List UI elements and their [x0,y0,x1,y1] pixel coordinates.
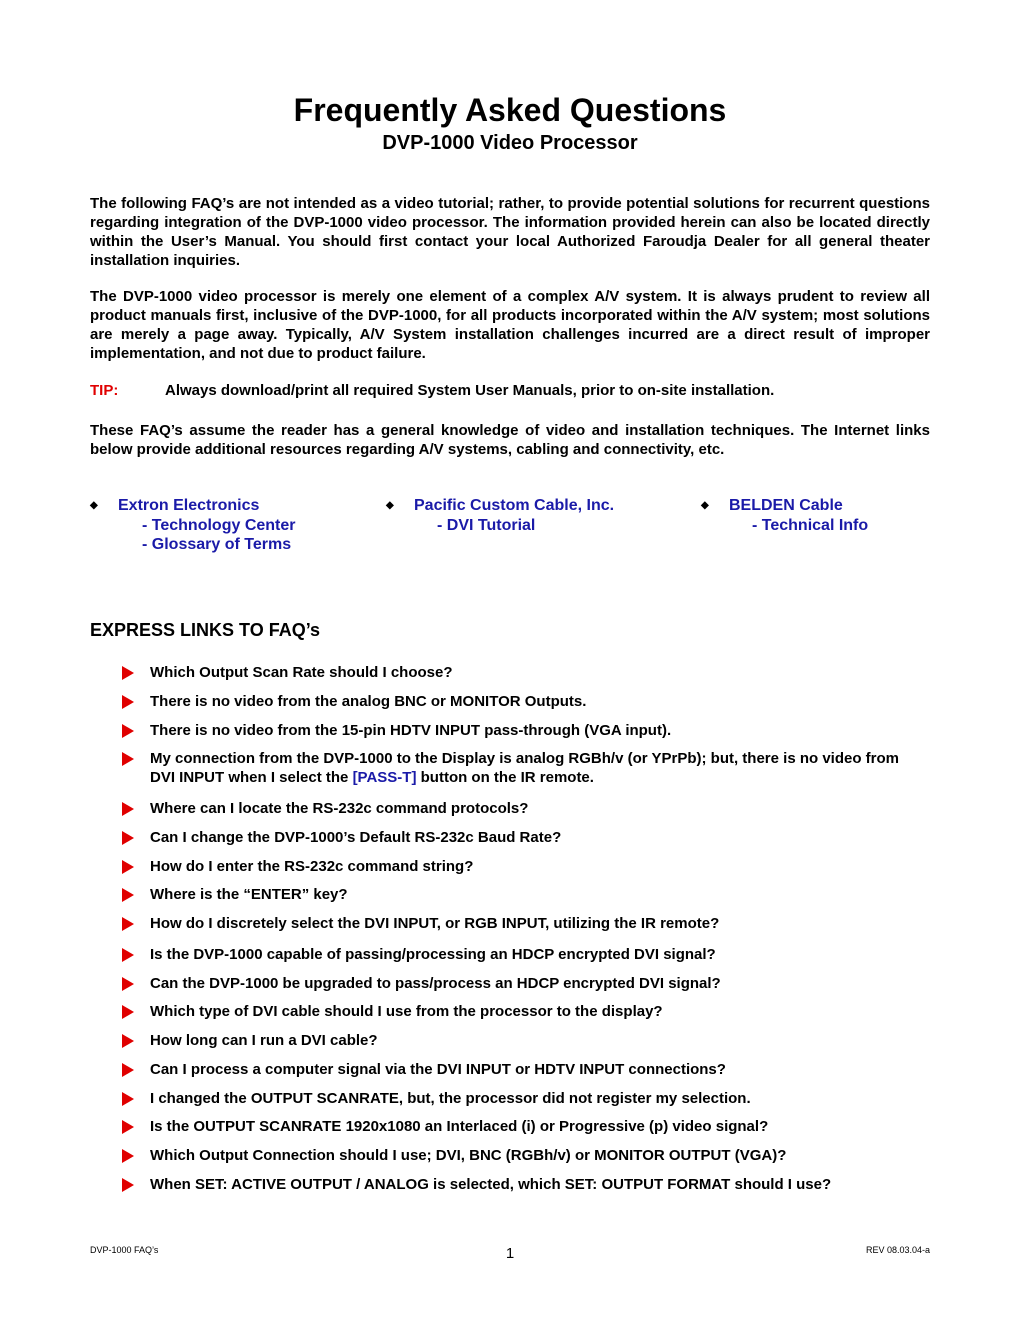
page-title: Frequently Asked Questions [293,92,727,128]
diamond-bullet-icon: ◆ [701,500,709,511]
arrow-right-icon [122,752,134,766]
arrow-right-icon [122,860,134,874]
arrow-right-icon [122,948,134,962]
footer-document-name: DVP-1000 FAQ’s [90,1245,159,1255]
faq-text[interactable]: When SET: ACTIVE OUTPUT / ANALOG is selected, which SET: OUTPUT FORMAT should I use? [150,1176,832,1193]
arrow-right-icon [122,1092,134,1106]
tip-text: Always download/print all required System User Manuals, prior to on-site installation. [165,382,775,399]
faq-text-suffix: button on the IR remote. [420,769,594,786]
arrow-right-icon [122,977,134,991]
arrow-right-icon [122,1149,134,1163]
arrow-right-icon [122,666,134,680]
faq-text[interactable]: There is no video from the analog BNC or MONITOR Outputs. [150,693,587,710]
faq-text-main: My connection from the DVP-1000 to the Display is analog RGBh/v (or YPrPb); but, there is no video from DVI INPUT when I select the [150,750,900,786]
footer-revision: REV 08.03.04-a [865,1245,930,1255]
arrow-right-icon [122,831,134,845]
footer-page-number: 1 [505,1245,515,1262]
arrow-right-icon [122,1005,134,1019]
faq-text[interactable]: Where is the “ENTER” key? [150,886,348,903]
diamond-bullet-icon: ◆ [90,500,98,511]
intro-paragraph-2: The DVP-1000 video processor is merely one element of a complex A/V system. It is always prudent to review all product manuals first, inclusive of the DVP-1000, for all products incorporated within the A/V system; most solutions are merely a page away. Typically, A/V System installation challenges incurred are a direct result of improper implementation, and not due to product failure. [90,288,930,362]
link-glossary-of-terms[interactable]: - Glossary of Terms [142,536,292,553]
tip-label: TIP: [90,382,119,399]
faq-text[interactable]: Can I change the DVP-1000’s Default RS-232c Baud Rate? [150,829,562,846]
faq-text[interactable]: Can the DVP-1000 be upgraded to pass/process an HDCP encrypted DVI signal? [150,975,721,992]
faq-text[interactable]: I changed the OUTPUT SCANRATE, but, the processor did not register my selection. [150,1090,751,1107]
faq-text[interactable]: Which Output Scan Rate should I choose? [150,664,453,681]
page-subtitle: DVP-1000 Video Processor [382,132,638,154]
faq-text[interactable]: Can I process a computer signal via the DVI INPUT or HDTV INPUT connections? [150,1061,726,1078]
faq-text[interactable]: Is the OUTPUT SCANRATE 1920x1080 an Interlaced (i) or Progressive (p) video signal? [150,1118,769,1135]
faq-text[interactable]: There is no video from the 15-pin HDTV INPUT pass-through (VGA input). [150,722,672,739]
arrow-right-icon [122,1120,134,1134]
link-pacific-custom-cable[interactable]: Pacific Custom Cable, Inc. [414,497,615,514]
arrow-right-icon [122,695,134,709]
arrow-right-icon [122,888,134,902]
arrow-right-icon [122,917,134,931]
arrow-right-icon [122,802,134,816]
arrow-right-icon [122,724,134,738]
faq-text[interactable]: Which Output Connection should I use; DVI, BNC (RGBh/v) or MONITOR OUTPUT (VGA)? [150,1147,787,1164]
arrow-right-icon [122,1034,134,1048]
pass-t-link[interactable]: [PASS-T] [352,769,417,786]
link-belden-cable[interactable]: BELDEN Cable [729,497,843,514]
intro-paragraph-3: These FAQ’s assume the reader has a general knowledge of video and installation techniques. The Internet links below provide additional resources regarding A/V systems, cabling and connectivity, etc. [90,422,930,458]
faq-text[interactable]: How do I enter the RS-232c command string? [150,858,474,875]
tip-note [90,381,930,400]
faq-text[interactable] [150,749,920,787]
link-extron-electronics[interactable]: Extron Electronics [118,497,260,514]
express-links-heading: EXPRESS LINKS TO FAQ’s [90,620,321,640]
intro-paragraph-1: The following FAQ’s are not intended as a video tutorial; rather, to provide potential solutions for recurrent questions regarding integration of the DVP-1000 video processor. The information provided herein can also be located directly within the User’s Manual. You should first contact your local Authorized Faroudja Dealer for all general theater installation inquiries. [90,195,930,269]
arrow-right-icon [122,1063,134,1077]
link-technology-center[interactable]: - Technology Center [142,517,296,534]
faq-text[interactable]: How do I discretely select the DVI INPUT, or RGB INPUT, utilizing the IR remote? [150,915,720,932]
link-technical-info[interactable]: - Technical Info [752,517,869,534]
faq-text[interactable]: Where can I locate the RS-232c command protocols? [150,800,529,817]
faq-text[interactable]: Which type of DVI cable should I use from the processor to the display? [150,1003,663,1020]
faq-text[interactable]: Is the DVP-1000 capable of passing/processing an HDCP encrypted DVI signal? [150,946,716,963]
arrow-right-icon [122,1178,134,1192]
faq-text[interactable]: How long can I run a DVI cable? [150,1032,378,1049]
link-dvi-tutorial[interactable]: - DVI Tutorial [437,517,536,534]
diamond-bullet-icon: ◆ [386,500,394,511]
